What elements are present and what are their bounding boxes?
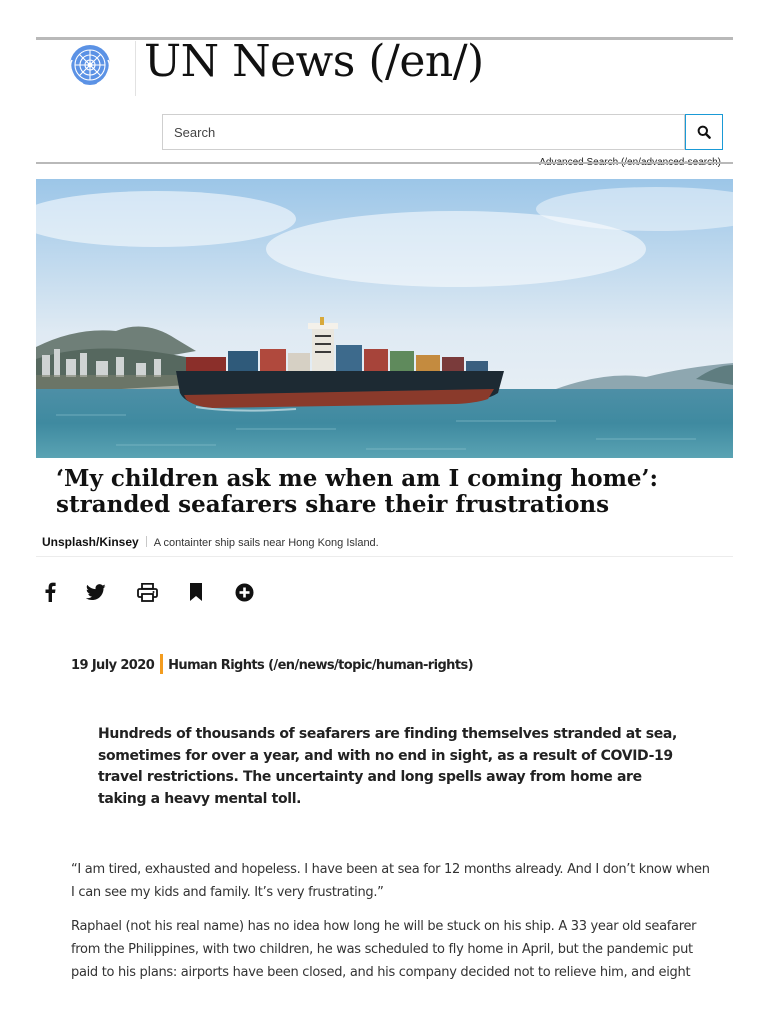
facebook-icon [44, 582, 56, 602]
search-icon [697, 125, 711, 139]
caption-divider [36, 556, 733, 557]
article-meta [71, 654, 473, 676]
site-title[interactable]: UN News (/en/) [144, 36, 484, 87]
add-icon [235, 583, 254, 602]
article-lead: Hundreds of thousands of seafarers are finding themselves stranded at sea, sometimes for over a year, and with no end in sight, as a result of COVID-19 travel restrictions. The uncertainty and long spells away from home are taking a heavy mental toll. [98, 726, 677, 807]
header-bottom-rule [36, 162, 733, 164]
article-date: 19 July 2020 [71, 658, 155, 673]
print-button[interactable] [134, 580, 160, 604]
caption-text: A containter ship sails near Hong Kong Island. [153, 537, 379, 549]
search-button[interactable] [685, 114, 723, 150]
share-twitter-button[interactable] [83, 580, 109, 604]
article-title: ‘My children ask me when am I coming home’: stranded seafarers share their frustrations [56, 465, 659, 518]
photo-credit: Unsplash/Kinsey [42, 535, 139, 549]
share-facebook-button[interactable] [37, 580, 63, 604]
meta-separator [160, 654, 163, 674]
article-paragraph: “I am tired, exhausted and hopeless. I have been at sea for 12 months already. And I don’t know when I can see my kids and family. It’s very frustrating.” [71, 862, 710, 900]
un-emblem-icon[interactable] [63, 42, 117, 88]
caption-separator [146, 536, 147, 547]
topic-link[interactable]: Human Rights (/en/news/topic/human-rights) [168, 658, 473, 673]
twitter-icon [86, 584, 106, 601]
container-ship-photo [36, 179, 733, 458]
article-paragraph: Raphael (not his real name) has no idea how long he will be stuck on his ship. A 33 year old seafarer from the Philippines, with two children, he was scheduled to fly home in April, but the pandemic put paid to his plans: airports have been closed, and his company decided not to relieve him, and eight [71, 919, 697, 980]
hero-image [36, 179, 733, 458]
bookmark-icon [189, 583, 203, 601]
logo-divider [135, 41, 136, 96]
image-caption [42, 535, 379, 551]
bookmark-button[interactable] [183, 580, 209, 604]
search-input[interactable] [162, 114, 685, 150]
more-share-button[interactable] [231, 580, 257, 604]
print-icon [137, 583, 158, 602]
